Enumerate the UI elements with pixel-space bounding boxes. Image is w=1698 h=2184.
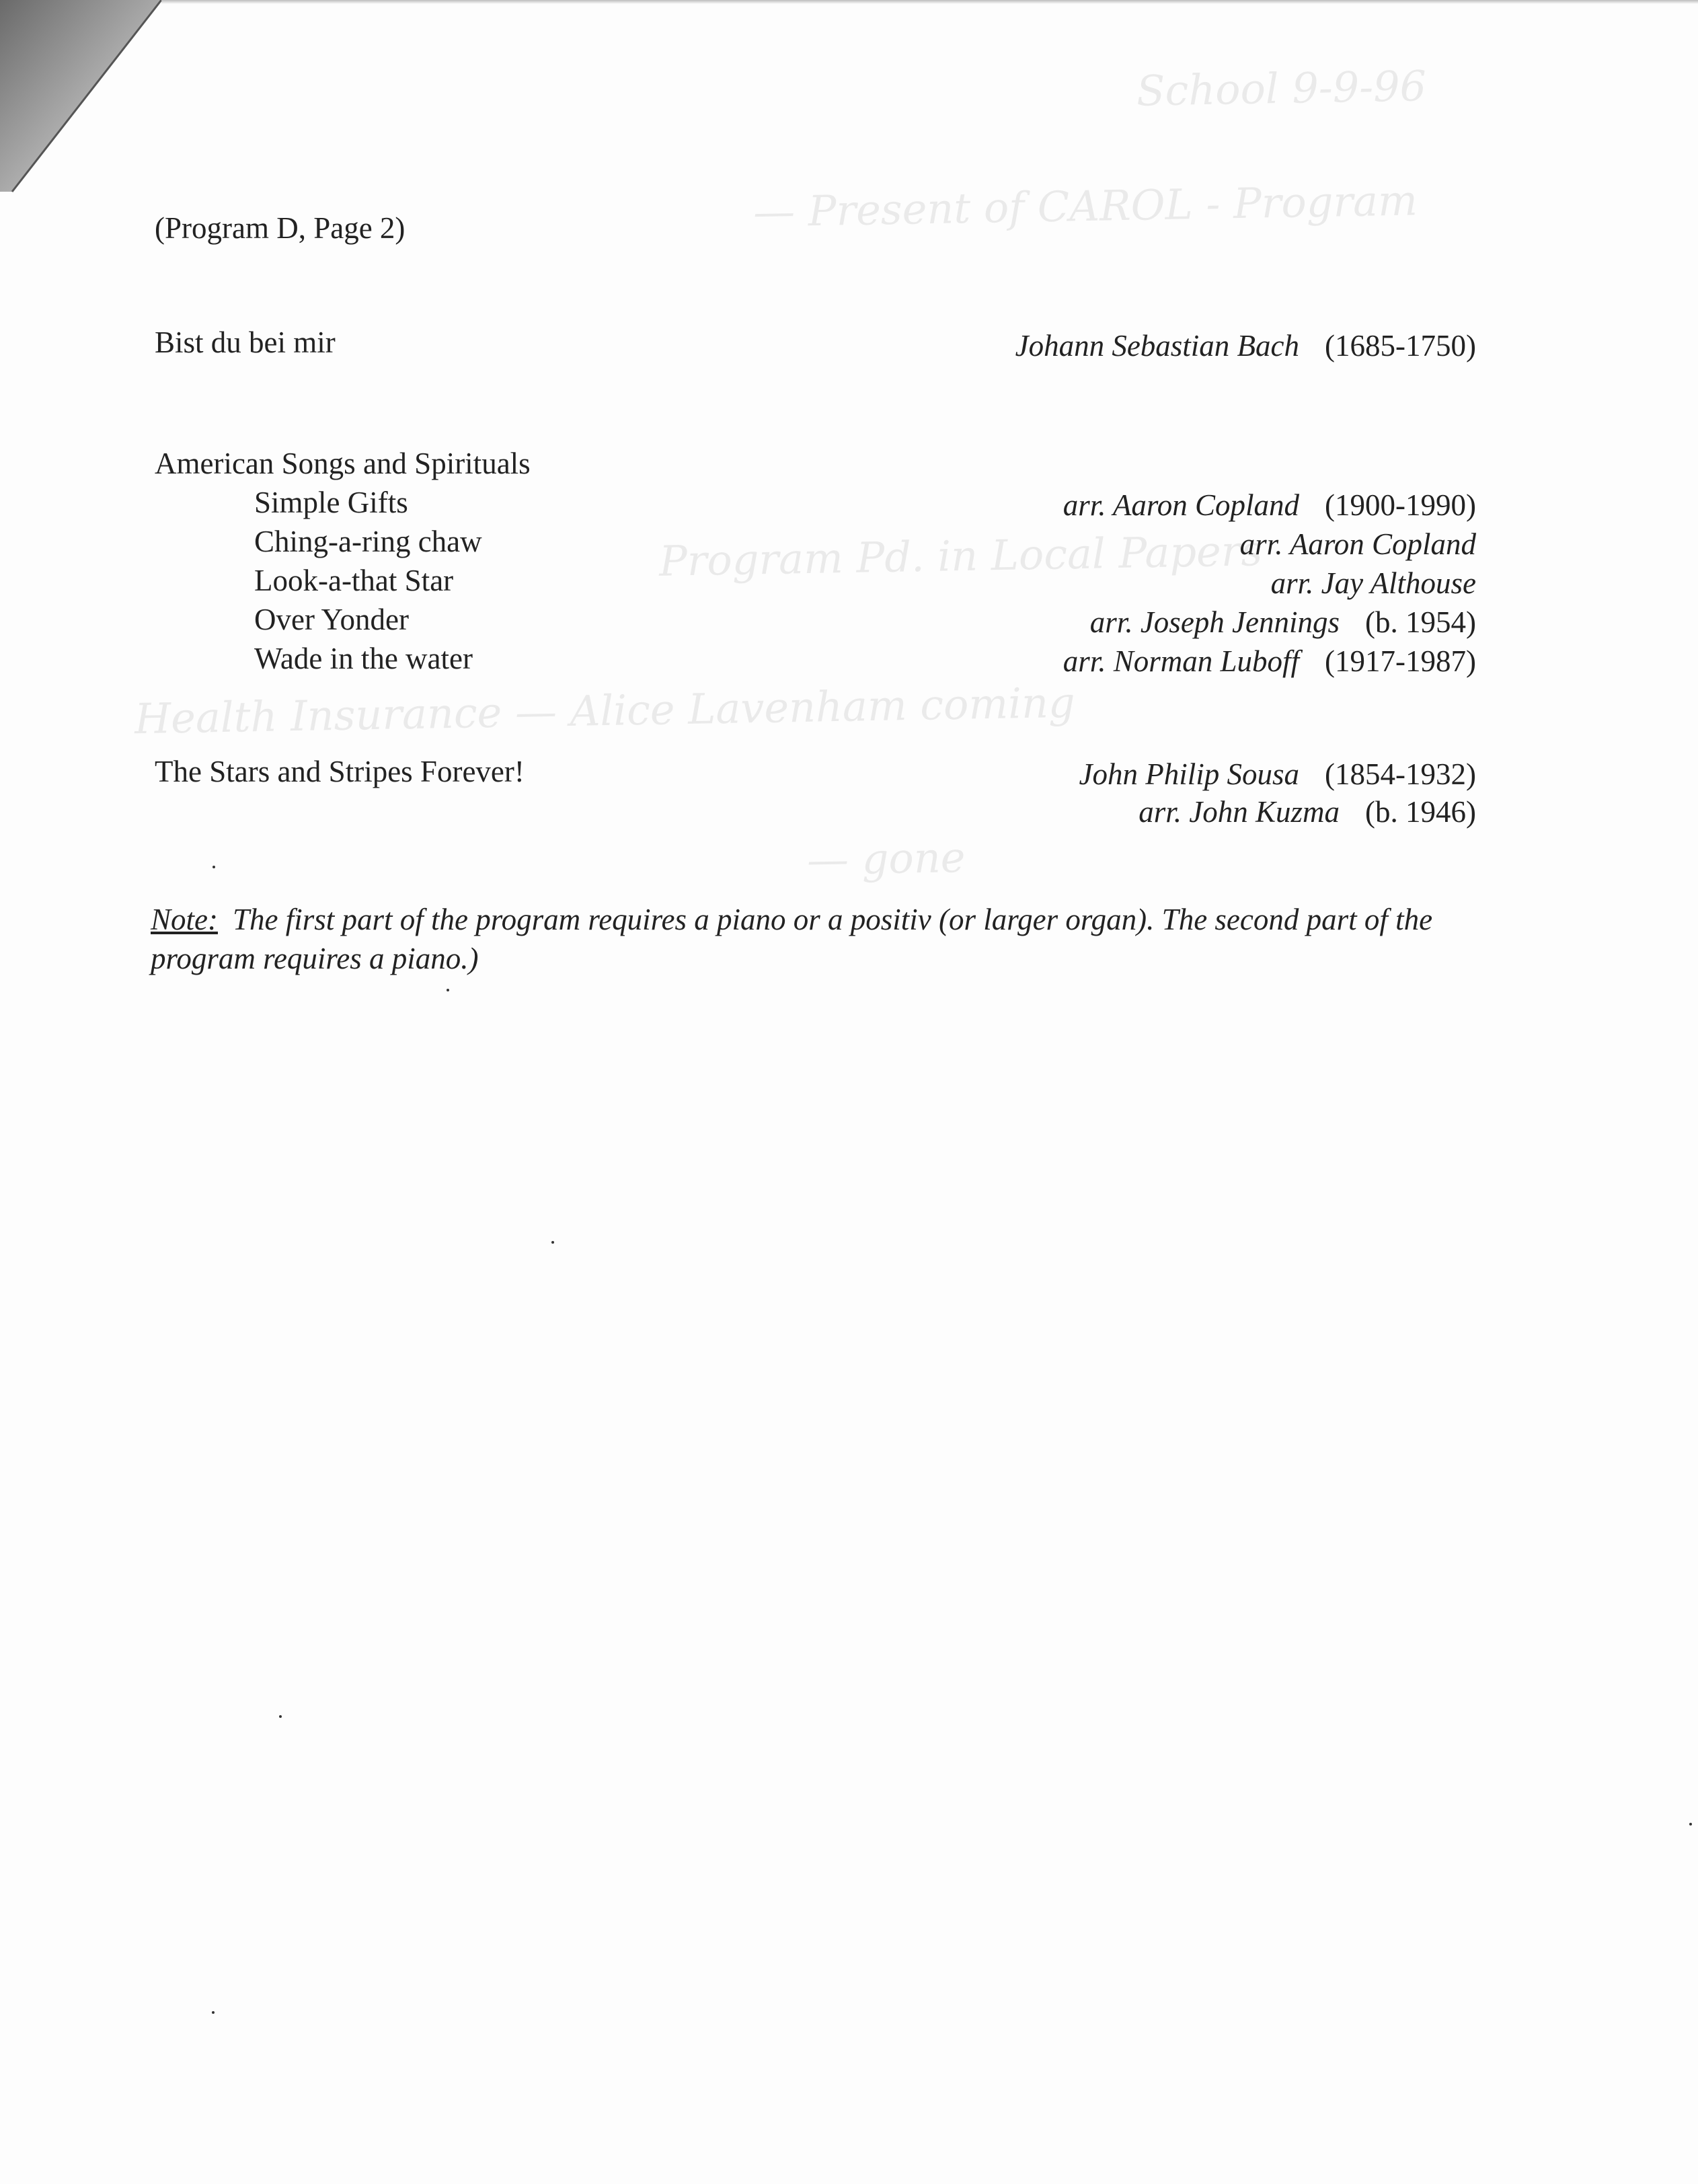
group-item-title: Simple Gifts <box>254 486 408 519</box>
note-label: Note: <box>151 903 218 936</box>
group-item-arranger-line <box>1063 486 1476 525</box>
group-item-arranger-line <box>1240 525 1476 564</box>
arranger-dates: (b. 1954) <box>1365 605 1476 639</box>
page-top-edge <box>161 0 1698 4</box>
piece-title: The Stars and Stripes Forever! <box>155 755 525 788</box>
group-item-title: Look-a-that Star <box>254 564 454 597</box>
bleed-through-handwriting: Health Insurance — Alice Lavenham coming <box>134 677 1076 744</box>
program-note <box>151 900 1529 978</box>
group-item-arranger-line <box>1063 642 1476 681</box>
group-item-title: Over Yonder <box>254 603 409 636</box>
composer-name: Johann Sebastian Bach <box>1015 329 1300 363</box>
piece-composer-line <box>1015 326 1476 365</box>
arranger-name: arr. Norman Luboff <box>1063 644 1300 678</box>
piece-title: Bist du bei mir <box>155 326 336 359</box>
scan-speck <box>212 2011 215 2014</box>
piece-composer-line <box>1079 755 1476 794</box>
arranger-dates: (1900-1990) <box>1325 488 1476 522</box>
bleed-through-handwriting: Program Pd. in Local Papers <box>658 526 1263 586</box>
page-header: (Program D, Page 2) <box>155 211 406 245</box>
composer-dates: (1685-1750) <box>1325 329 1476 363</box>
group-item-title: Ching-a-ring chaw <box>254 525 482 558</box>
arranger-name: arr. Joseph Jennings <box>1089 605 1340 639</box>
scan-speck <box>551 1241 554 1244</box>
scan-speck <box>213 866 215 868</box>
group-item-arranger-line <box>1090 603 1476 642</box>
scan-speck <box>447 989 449 991</box>
bleed-through-handwriting: School 9-9-96 <box>1136 61 1427 116</box>
piece-arranger-line <box>1139 792 1476 831</box>
note-text: The first part of the program requires a piano or a positiv (or larger organ). The second part of the program requires a piano.) <box>151 903 1433 975</box>
arranger-dates: (b. 1946) <box>1365 795 1476 829</box>
bleed-through-handwriting: — gone <box>806 832 966 885</box>
arranger-name: arr. Jay Althouse <box>1270 566 1476 600</box>
arranger-dates: (1917-1987) <box>1325 644 1476 678</box>
scan-speck <box>1689 1823 1692 1825</box>
composer-dates: (1854-1932) <box>1325 757 1476 791</box>
arranger-name: arr. Aaron Copland <box>1063 488 1300 522</box>
composer-name: John Philip Sousa <box>1079 757 1300 791</box>
arranger-name: arr. John Kuzma <box>1139 795 1340 829</box>
folded-corner <box>0 0 168 195</box>
scan-speck <box>279 1715 282 1718</box>
bleed-through-handwriting: — Present of CAROL - Program <box>752 176 1418 237</box>
group-item-arranger-line <box>1271 564 1476 603</box>
group-title: American Songs and Spirituals <box>155 447 531 480</box>
arranger-name: arr. Aaron Copland <box>1239 527 1476 561</box>
group-item-title: Wade in the water <box>254 642 473 675</box>
